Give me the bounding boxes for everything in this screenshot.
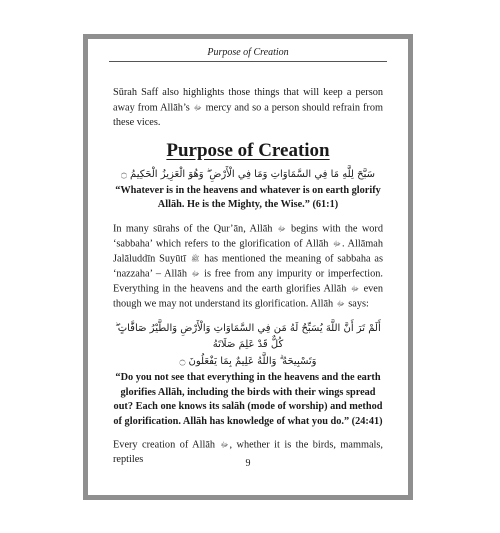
arabic-verse-2-line-2: وَتَسْبِيحَهُ ۗ وَاللَّهُ عَلِيمٌ بِمَا يَفْعَلُونَ ۝ — [179, 356, 317, 368]
honorific-icon: ﷻ — [336, 300, 345, 309]
body-paragraph: In many sūrahs of the Qur’ān, Allāh ﷻ begins with the word ‘sabbaha’ which refers to the glorification of Allāh ﷻ. Allāmah Jalāluddīn Suyūtī ﷺ has mentioned the meaning of sabbaha as ‘nazzaha’ – Allāh ﷻ is free from any impurity or imperfection. Everything in the heavens and the earth glorifies Allāh ﷻ even though we may not understand its glorification. Allāh ﷻ says: — [113, 223, 384, 310]
verse-2-translation: “Do you not see that everything in the heavens and the earth glorifies Allāh, including the birds with their wings spread out? Each one knows its salāh (mode of worship) and method of glorification. Allāh has knowledge of what you do.” (24:41) — [113, 372, 383, 427]
intro-paragraph: Sūrah Saff also highlights those things that will keep a person away from Allāh’s ﷻ mercy and so a person should refrain from these vices. — [113, 87, 383, 128]
honorific-icon: ﷻ — [193, 103, 202, 112]
honorific-icon: ﷻ — [191, 269, 200, 278]
page-content — [113, 86, 383, 477]
honorific-icon: ﷺ — [190, 254, 200, 263]
page-number: 9 — [245, 458, 251, 469]
honorific-icon: ﷻ — [351, 285, 359, 294]
book-page — [83, 34, 413, 500]
honorific-icon: ﷻ — [220, 441, 229, 450]
honorific-icon: ﷻ — [277, 224, 286, 233]
section-heading: Purpose of Creation — [166, 140, 330, 162]
running-header: Purpose of Creation — [109, 47, 387, 62]
verse-1-translation: “Whatever is in the heavens and whatever is on earth glorify Allāh. He is the Mighty, the Wise.” (61:1) — [115, 184, 381, 211]
honorific-icon: ﷻ — [333, 239, 341, 248]
arabic-verse-1: سَبَّحَ لِلَّهِ مَا فِي السَّمَاوَاتِ وَمَا فِي الْأَرْضِ ۖ وَهُوَ الْعَزِيزُ الْحَكِيمُ ۝ — [121, 168, 375, 180]
closing-paragraph: Every creation of Allāh ﷻ, whether it is the birds, mammals, reptiles — [113, 439, 383, 466]
arabic-verse-2-line-1: أَلَمْ تَرَ أَنَّ اللَّهَ يُسَبِّحُ لَهُ مَن فِي السَّمَاوَاتِ وَالْأَرْضِ وَالطَّيْرُ صَافَّاتٍ ۖ كُلٌّ قَدْ عَلِمَ صَلَاتَهُ — [115, 323, 381, 351]
